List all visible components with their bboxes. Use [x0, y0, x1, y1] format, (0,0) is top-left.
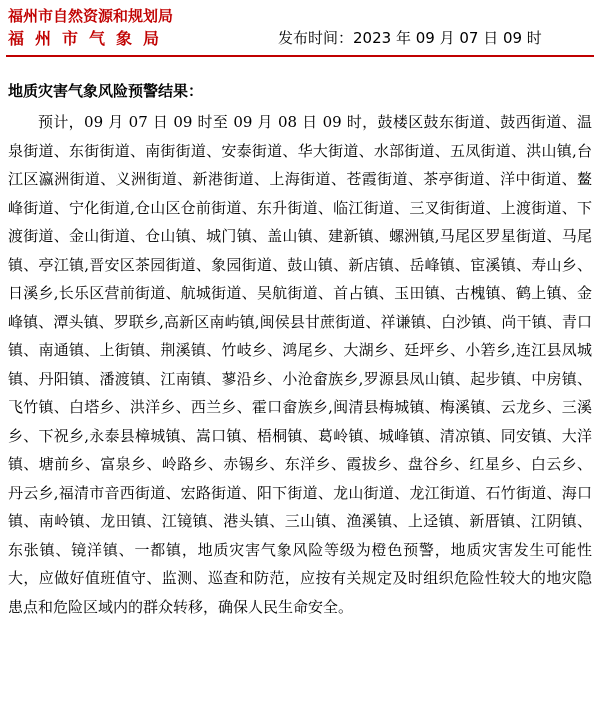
document-header — [0, 0, 600, 64]
warning-body-text: 预计，09 月 07 日 09 时至 09 月 08 日 09 时，鼓楼区鼓东街道、鼓西街道、温泉街道、东街街道、南街街道、安泰街道、华大街道、水部街道、五凤街道、洪山镇,台江区瀛洲街道、义洲街道、新港街道、上海街道、苍霞街道、茶亭街道、洋中街道、鳌峰街道、宁化街道,仓山区仓前街道、东升街道、临江街道、三叉街街道、上渡街道、下渡街道、金山街道、仓山镇、城门镇、盖山镇、建新镇、螺洲镇,马尾区罗星街道、马尾镇、亭江镇,晋安区茶园街道、象园街道、鼓山镇、新店镇、岳峰镇、宦溪镇、寿山乡、日溪乡,长乐区营前街道、航城街道、吴航街道、首占镇、玉田镇、古槐镇、鹤上镇、金峰镇、潭头镇、罗联乡,高新区南屿镇,闽侯县甘蔗街道、祥谦镇、白沙镇、尚干镇、青口镇、南通镇、上街镇、荆溪镇、竹岐乡、鸿尾乡、大湖乡、廷坪乡、小箬乡,连江县凤城镇、丹阳镇、潘渡镇、江南镇、蓼沿乡、小沧畲族乡,罗源县凤山镇、起步镇、中房镇、飞竹镇、白塔乡、洪洋乡、西兰乡、霍口畲族乡,闽清县梅城镇、梅溪镇、云龙乡、三溪乡、下祝乡,永泰县樟城镇、嵩口镇、梧桐镇、葛岭镇、城峰镇、清凉镇、同安镇、大洋镇、塘前乡、富泉乡、岭路乡、赤锡乡、东洋乡、霞拔乡、盘谷乡、红星乡、白云乡、丹云乡,福清市音西街道、宏路街道、阳下街道、龙山街道、龙江街道、石竹街道、海口镇、南岭镇、龙田镇、江镜镇、港头镇、三山镇、渔溪镇、上迳镇、新厝镇、江阴镇、东张镇、镜洋镇、一都镇，地质灾害气象风险等级为橙色预警，地质灾害发生可能性大，应做好值班值守、监测、巡查和防范，应按有关规定及时组织危险性较大的地灾隐患点和危险区域内的群众转移，确保人民生命安全。 — [8, 113, 592, 616]
issuing-agency-natural-resources: 福州市自然资源和规划局 — [8, 7, 174, 25]
publish-time: 发布时间：2023 年 09 月 07 日 09 时 — [278, 29, 542, 47]
issuing-agency-meteorological: 福州市气象局 — [8, 29, 171, 48]
header-divider — [6, 55, 594, 57]
section-title: 地质灾害气象风险预警结果： — [8, 82, 204, 100]
